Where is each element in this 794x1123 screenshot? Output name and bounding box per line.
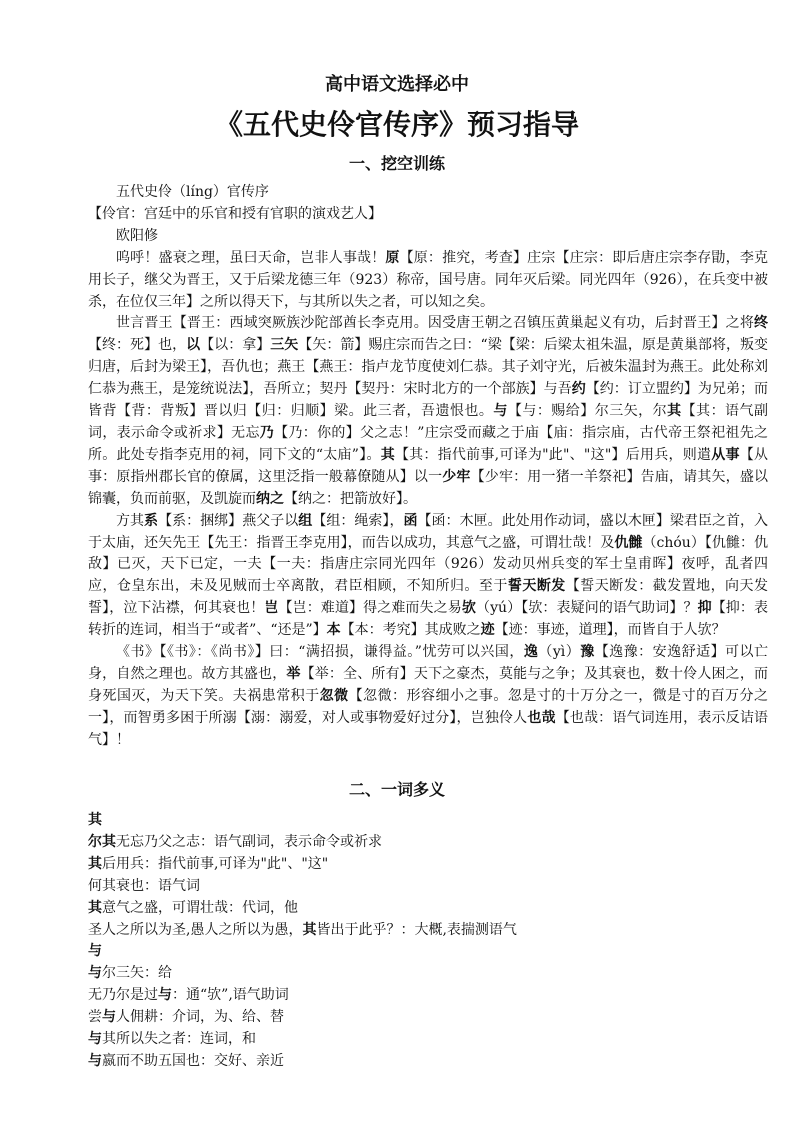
passage-author: 欧阳修: [116, 227, 158, 244]
list-item: 与尔三矢：给: [88, 965, 172, 982]
polysemy-list: [88, 810, 768, 1073]
list-item: 与其所以失之者：连词，和: [88, 1031, 256, 1048]
section-heading-1: 一、挖空训练: [348, 154, 445, 173]
passage-paragraph-4: 《书》【《书》：《尚书》】曰：“满招损，谦得益。”忧劳可以兴国，逸（yì）豫【逸豫：安逸舒适】可以亡身，自然之理也。故方其盛也，举【举：全、所有】天下之豪杰，莫能与之争；及其衰也，数十伶人困之，而身死国灭，为天下笑。夫祸患常积于忽微【忽微：形容细小之事。忽是寸的十万分之一，微是寸的百万分之一】，而智勇多困于所溺【溺：溺爱，对人或事物爱好过分】，岂独伶人也哉【也哉：语气词连用，表示反诘语气】！: [88, 644, 769, 748]
headword-yu: 与: [88, 943, 102, 960]
passage-title-line: 五代史伶（líng）官传序: [116, 184, 269, 200]
passage-paragraph-3: 方其系【系：捆绑】燕父子以组【组：绳索】，函【函：木匣。此处用作动词，盛以木匣】梁君臣之首，入于太庙，还矢先王【先王：指晋王李克用】，而告以成功，其意气之盛，可谓壮哉！及仇雠（chóu）【仇雠：仇敌】已灭，天下已定，一夫【一夫：指唐庄宗同光四年（926）发动贝州兵变的军士皇甫晖】夜呼，乱者四应，仓皇东出，未及见贼而士卒离散，君臣相顾，不知所归。至于誓天断发【誓天断发：截发置地，向天发誓】，泣下沾襟，何其衰也！岂【岂：难道】得之难而失之易欤（yú）【欤：表疑问的语气助词】？抑【抑：表转折的连词，相当于“或者”、“还是”】本【本：考究】其成败之迹【迹：事迹，道理】，而皆自于人欤？: [88, 512, 769, 639]
passage-body: [88, 182, 768, 752]
document-title: 《五代史伶官传序》预习指导: [214, 108, 579, 141]
passage-paragraph-2: 世言晋王【晋王：西域突厥族沙陀部酋长李克用。因受唐王朝之召镇压黄巢起义有功，后封晋王】之将终【终：死】也，以【以：拿】三矢【矢：箭】赐庄宗而告之曰：“梁【梁：后梁太祖朱温，原是黄巢部将，叛变归唐，后封为梁王】，吾仇也；燕王【燕王：指卢龙节度使刘仁恭。其子刘守光，后被朱温封为燕王。此处称刘仁恭为燕王，是笼统说法】，吾所立；契丹【契丹：宋时北方的一个部族】与吾约【约：订立盟约】为兄弟；而皆背【背：背叛】晋以归【归：归顺】梁。此三者，吾遗恨也。与【与：赐给】尔三矢，尔其【其：语气副词，表示命令或祈求】无忘乃【乃：你的】父之志！”庄宗受而藏之于庙【庙：指宗庙，古代帝王祭祀祖先之所。此处专指李克用的祠，同下文的“太庙”】。其【其：指代前事,可译为"此"、"这"】后用兵，则遣从事【从事：原指州郡长官的僚属，这里泛指一般幕僚随从】以一少牢【少牢：用一猪一羊祭祀】告庙，请其矢，盛以锦囊，负而前驱，及凯旋而纳之【纳之：把箭放好】。: [88, 315, 769, 507]
list-item: 其意气之盛，可谓壮哉：代词，他: [88, 899, 298, 916]
passage-paragraph-1: 呜呼！盛衰之理，虽曰天命，岂非人事哉！原【原：推究，考查】庄宗【庄宗：即后唐庄宗李存勖，李克用长子，继父为晋王，又于后梁龙德三年（923）称帝，国号唐。同年灭后梁。同光四年（926），在兵变中被杀，在位仅三年】之所以得天下，与其所以失之者，可以知之矣。: [88, 249, 769, 310]
list-item: 圣人之所以为圣,愚人之所以为愚，其皆出于此乎？：大概,表揣测语气: [88, 921, 517, 938]
headword-qi: 其: [88, 812, 102, 828]
list-item: 何其衰也：语气词: [88, 877, 200, 894]
list-item: 其后用兵：指代前事,可译为"此"、"这": [88, 855, 329, 872]
list-item: 与嬴而不助五国也：交好、亲近: [88, 1052, 284, 1069]
list-item: 尔其无忘乃父之志：语气副词，表示命令或祈求: [88, 833, 382, 850]
section-heading-2: 二、一词多义: [348, 780, 445, 799]
list-item: 尝与人佣耕：介词，为、给、替: [88, 1009, 284, 1026]
list-item: 无乃尔是过与：通“欤”,语气助词: [88, 987, 289, 1004]
passage-note-line: 【伶官：宫廷中的乐官和授有官职的演戏艺人】: [88, 205, 382, 222]
document-subtitle: 高中语文选择必中: [325, 74, 469, 95]
